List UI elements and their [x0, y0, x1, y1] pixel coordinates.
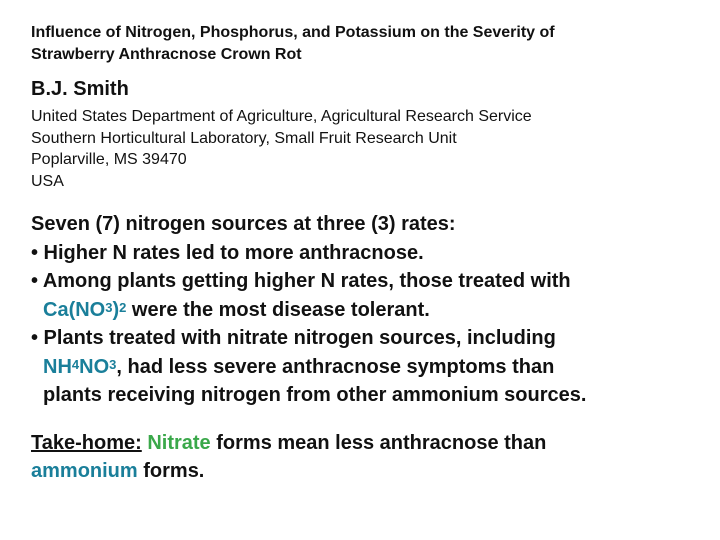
bullet-nitrate-sources-cont-2: plants receiving nitrogen from other ammonium sources.	[43, 384, 587, 406]
takehome-line-2	[31, 457, 701, 486]
title-line-1: Influence of Nitrogen, Phosphorus, and Potassium on the Severity of	[31, 24, 555, 41]
chem-part: Ca(NO	[43, 298, 106, 321]
bullet-nitrate-sources: • Plants treated with nitrate nitrogen sources, including	[31, 327, 556, 349]
findings-block	[31, 210, 701, 410]
bullet-among-plants-cont	[31, 296, 701, 325]
chem-subscript: 3	[109, 356, 117, 372]
bullet-among-plants: • Among plants getting higher N rates, those treated with	[31, 270, 571, 292]
takehome-line-1	[31, 429, 701, 458]
bullet-text: were the most disease tolerant.	[126, 298, 430, 321]
chemical-calcium-nitrate	[43, 299, 126, 321]
affiliation-block	[31, 106, 701, 192]
affiliation-line-1: United States Department of Agriculture, Agricultural Research Service	[31, 108, 532, 125]
chem-subscript: 2	[119, 299, 127, 315]
page-title	[31, 22, 701, 66]
bullet-nitrate-sources-cont	[31, 353, 701, 382]
affiliation-line-4: USA	[31, 172, 64, 190]
chem-part: NO	[79, 355, 110, 378]
affiliation-line-2: Southern Horticultural Laboratory, Small Fruit Research Unit	[31, 129, 457, 147]
takehome-text: forms mean less anthracnose than	[210, 431, 547, 454]
findings-intro: Seven (7) nitrogen sources at three (3) rates:	[31, 213, 456, 235]
ammonium-word: ammonium	[31, 460, 138, 482]
bullet-higher-n: • Higher N rates led to more anthracnose.	[31, 241, 424, 264]
chem-part: )	[112, 298, 120, 321]
author-name: B.J. Smith	[31, 78, 129, 100]
chem-subscript: 4	[71, 356, 80, 372]
chemical-ammonium-nitrate	[43, 356, 116, 378]
affiliation-line-3: Poplarville, MS 39470	[31, 151, 187, 168]
nitrate-word: Nitrate	[147, 431, 211, 454]
title-line-2: Strawberry Anthracnose Crown Rot	[31, 46, 302, 63]
chem-part: NH	[43, 355, 72, 378]
takehome-block	[31, 429, 701, 486]
chem-subscript: 3	[105, 299, 113, 315]
bullet-text: , had less severe anthracnose symptoms than	[116, 355, 555, 378]
slide	[31, 22, 701, 486]
takehome-label: Take-home:	[31, 431, 142, 454]
takehome-end: forms.	[137, 460, 205, 482]
